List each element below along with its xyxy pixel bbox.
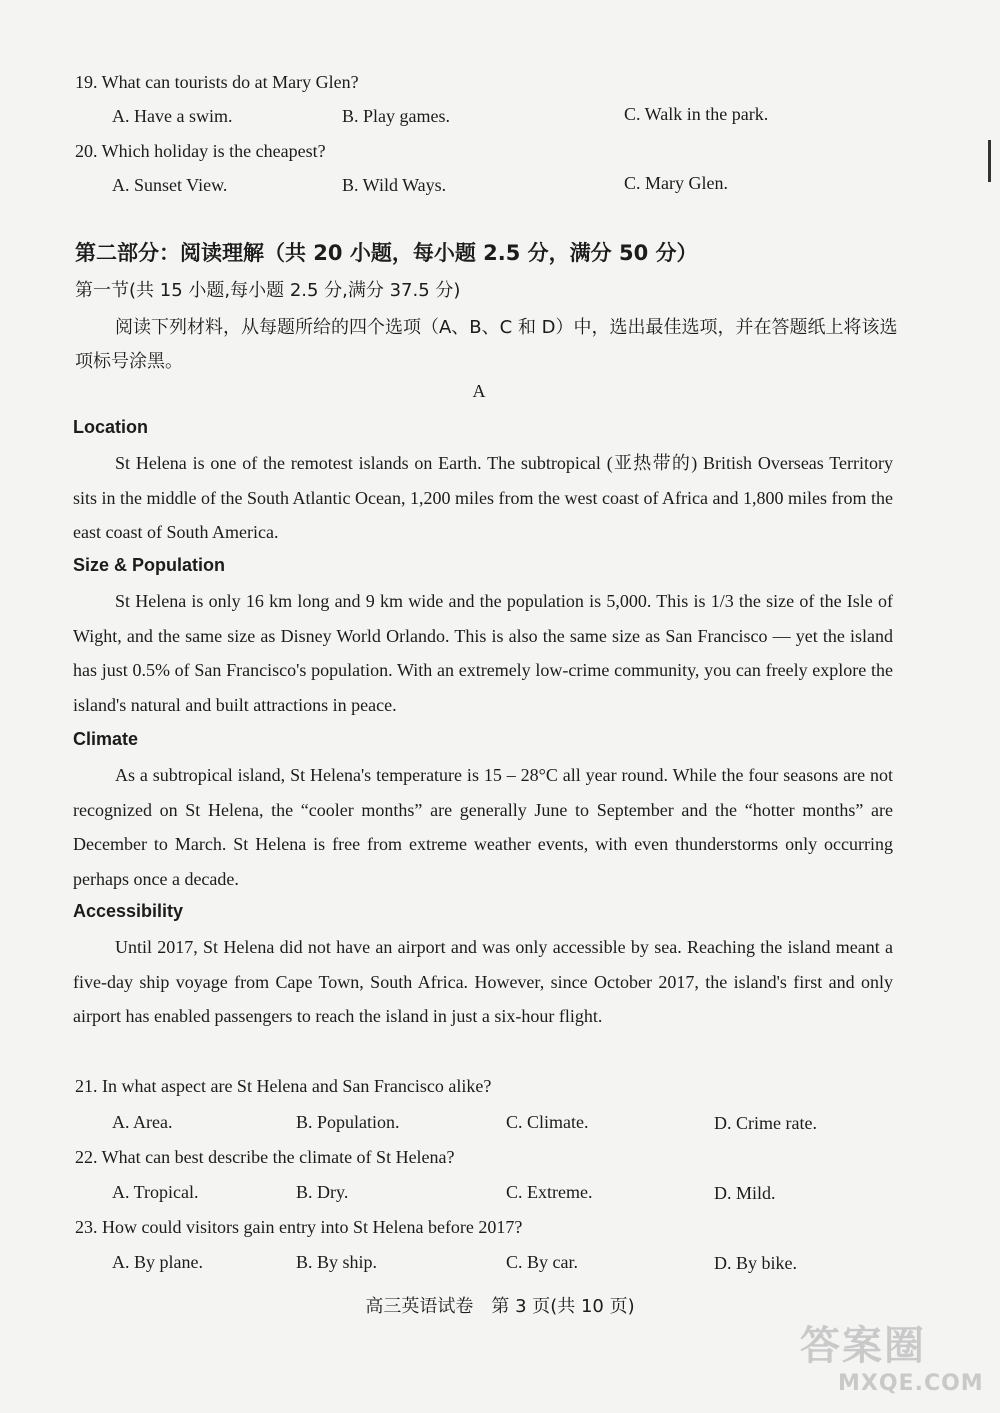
- location-heading: Location: [73, 417, 148, 437]
- question-22-stem: 22. What can best describe the climate of St Helena?: [75, 1147, 455, 1167]
- question-19-stem: 19. What can tourists do at Mary Glen?: [75, 72, 359, 92]
- part-two-title: 第二部分：阅读理解（共 20 小题，每小题 2.5 分，满分 50 分）: [75, 241, 698, 265]
- question-20-option-a: A. Sunset View.: [112, 175, 228, 195]
- reading-instruction: 阅读下列材料，从每题所给的四个选项（A、B、C 和 D）中，选出最佳选项，并在答题纸上将该选项标号涂黑。: [75, 317, 898, 372]
- passage-label: A: [472, 381, 486, 401]
- accessibility-paragraph: Until 2017, St Helena did not have an airport and was only accessible by sea. Reaching the island meant a five-day ship voyage from Cape Town, South Africa. However, since October 2017, the island's first and only airport has enabled passengers to reach the island in just a six-hour flight.: [73, 937, 893, 1026]
- question-20-option-b: B. Wild Ways.: [342, 175, 447, 195]
- question-21-stem: 21. In what aspect are St Helena and San Francisco alike?: [75, 1076, 492, 1096]
- question-19-option-b: B. Play games.: [342, 106, 450, 126]
- page-footer: 高三英语试卷 第 3 页(共 10 页): [365, 1296, 635, 1317]
- size-population-paragraph: St Helena is only 16 km long and 9 km wide and the population is 5,000. This is 1/3 the size of the Isle of Wight, and the same size as Disney World Orlando. This is also the same size as San Francisco — yet the island has just 0.5% of San Francisco's population. With an extremely low-crime community, you can freely explore the island's natural and built attractions in peace.: [73, 591, 893, 715]
- section-one-title: 第一节(共 15 小题,每小题 2.5 分,满分 37.5 分): [75, 280, 461, 301]
- question-22-option-c: C. Extreme.: [506, 1182, 593, 1202]
- question-19-option-a: A. Have a swim.: [112, 106, 233, 126]
- question-22-option-a: A. Tropical.: [112, 1182, 199, 1202]
- question-20-option-c: C. Mary Glen.: [624, 173, 728, 193]
- question-21-option-d: D. Crime rate.: [714, 1113, 817, 1133]
- question-22-option-b: B. Dry.: [296, 1182, 349, 1202]
- size-population-heading: Size & Population: [73, 555, 226, 575]
- question-23-option-b: B. By ship.: [296, 1252, 378, 1272]
- climate-heading: Climate: [73, 729, 139, 749]
- watermark-site-text: MXQE.COM: [838, 1371, 984, 1396]
- question-23-option-d: D. By bike.: [714, 1253, 797, 1273]
- scan-edge-mark: [988, 140, 991, 182]
- question-23-option-c: C. By car.: [506, 1252, 578, 1272]
- question-19-option-c: C. Walk in the park.: [624, 104, 769, 124]
- location-paragraph: St Helena is one of the remotest islands on Earth. The subtropical (亚热带的) British Overseas Territory sits in the middle of the South Atlantic Ocean, 1,200 miles from the west coast of Africa and 1,800 miles from the east coast of South America.: [73, 453, 893, 542]
- question-21-option-b: B. Population.: [296, 1112, 400, 1132]
- question-21-option-c: C. Climate.: [506, 1112, 589, 1132]
- accessibility-heading: Accessibility: [73, 901, 184, 921]
- question-23-stem: 23. How could visitors gain entry into St Helena before 2017?: [75, 1217, 523, 1237]
- watermark: [800, 1322, 990, 1410]
- watermark-logo-text: 答案圈: [800, 1323, 926, 1369]
- question-20-stem: 20. Which holiday is the cheapest?: [75, 141, 326, 161]
- question-21-option-a: A. Area.: [112, 1112, 173, 1132]
- question-23-option-a: A. By plane.: [112, 1252, 203, 1272]
- climate-paragraph: As a subtropical island, St Helena's temperature is 15 – 28°C all year round. While the four seasons are not recognized on St Helena, the “cooler months” are generally June to September and the “hotter months” are December to March. St Helena is free from extreme weather events, with even thunderstorms only occurring perhaps once a decade.: [73, 765, 893, 889]
- question-22-option-d: D. Mild.: [714, 1183, 776, 1203]
